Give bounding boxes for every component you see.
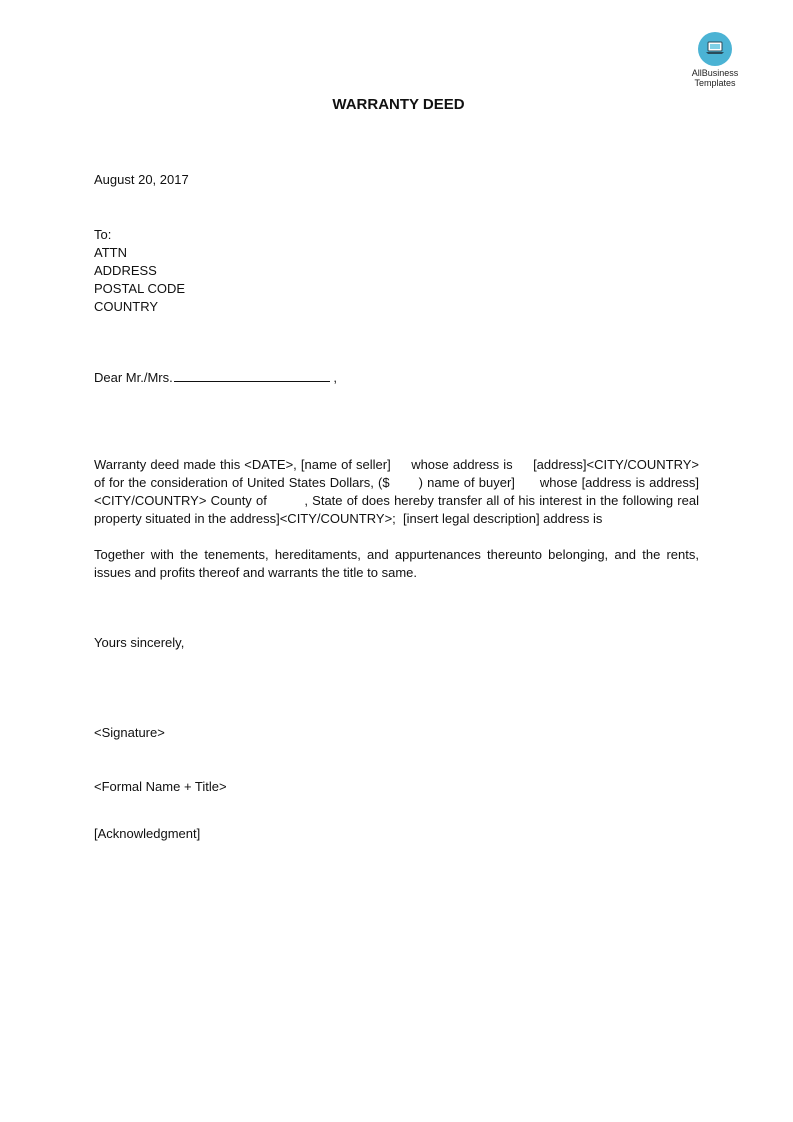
recipient-block [94,226,185,316]
recipient-address: ADDRESS [94,263,157,278]
body-paragraph-1: Warranty deed made this <DATE>, [name of seller] whose address is [address]<CITY/COUNTRY> of for the consideration of United States Dollars, ($ ) name of buyer] whose [address is address] <CITY/COUNTRY> County of , State of does hereby transfer all of his interest in the following real property situated in the address]<CITY/COUNTRY>; [insert legal description] address is [94,457,703,526]
salutation-suffix: , [329,370,337,385]
acknowledgment: [Acknowledgment] [94,826,201,841]
recipient-attn: ATTN [94,245,127,260]
logo-text [684,68,746,88]
logo-line-2: Templates [694,78,736,88]
formal-name-placeholder: <Formal Name + Title> [94,779,227,794]
document-date: August 20, 2017 [94,172,189,187]
closing: Yours sincerely, [94,635,185,650]
laptop-icon [698,32,732,66]
salutation-prefix: Dear Mr./Mrs. [94,370,173,385]
allbusiness-logo [684,32,746,88]
recipient-country: COUNTRY [94,299,159,314]
body-paragraph-2: Together with the tenements, hereditaments, and appurtenances thereunto belonging, and the rents, issues and profits thereof and warrants the title to same. [94,547,699,580]
name-blank-line [174,369,330,382]
logo-line-1: AllBusiness [691,68,739,78]
document-title: WARRANTY DEED [332,96,465,113]
signature-placeholder: <Signature> [94,725,165,740]
recipient-to: To: [94,227,112,242]
salutation [94,369,337,385]
recipient-postal-code: POSTAL CODE [94,281,186,296]
